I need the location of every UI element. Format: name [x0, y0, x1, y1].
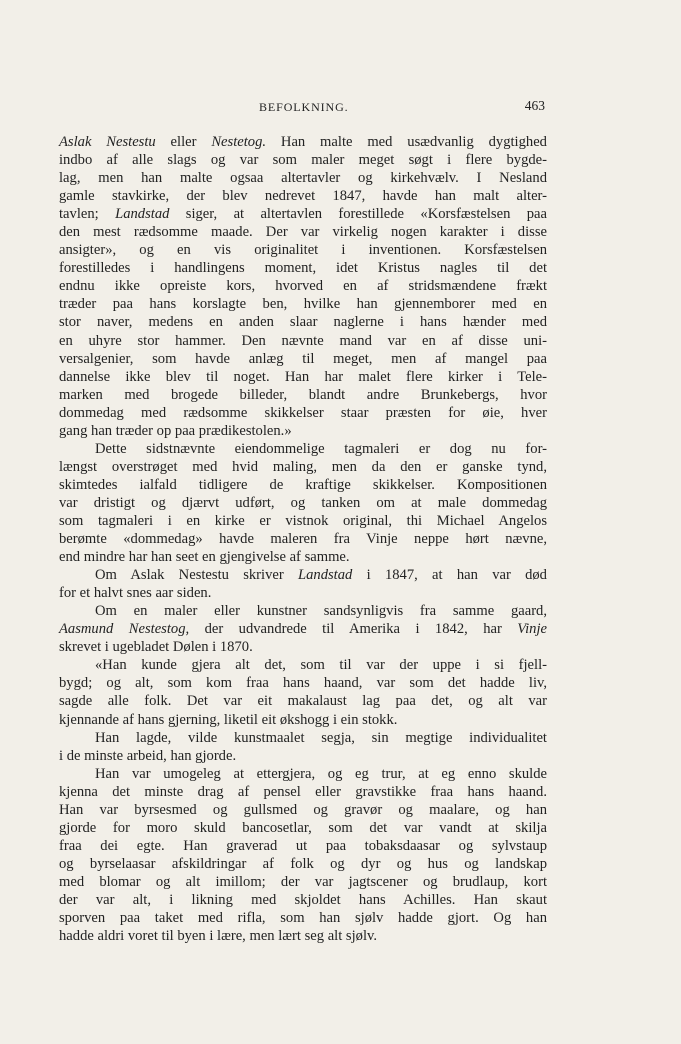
text-line: [59, 313, 547, 331]
italic-text: Landstad: [298, 567, 353, 584]
text-segment: skimtedes ialfald tidligere de kraftige skikkelser. Kompositionen: [59, 476, 547, 493]
text-segment: fraa dei egte. Han graverad ut paa tobaksdaasar og sylvstaup: [59, 837, 547, 854]
text-segment: med blomar og alt imillom; der var jagtscener og brudlaup, kort: [59, 873, 547, 890]
text-segment: længst overstrøget med hvid maling, men da den er ganske tynd,: [59, 458, 547, 475]
text-segment: den mest rædsomme maade. Der var virkelig nogen karakter i disse: [59, 224, 547, 241]
text-line: [59, 151, 547, 169]
text-segment: tavlen;: [59, 206, 116, 223]
text-segment: marken med brogede billeder, blandt andre Brunkebergs, hvor: [59, 386, 547, 403]
text-line: [59, 674, 547, 692]
text-line: [59, 476, 547, 494]
text-line: [59, 819, 547, 837]
text-line: [59, 494, 547, 512]
text-segment: gang han træder op paa prædikestolen.»: [59, 422, 292, 439]
italic-text: Aasmund Nestestog,: [59, 621, 190, 638]
text-line: [59, 656, 547, 674]
text-segment: versalgenier, som havde anlæg til meget, men af mangel paa: [59, 350, 547, 367]
text-line: [59, 584, 547, 602]
running-head: [0, 100, 681, 116]
text-segment: Om en maler eller kunstner sandsynligvis fra samme gaard,: [95, 603, 547, 620]
text-line: [59, 133, 547, 151]
text-line: [59, 187, 547, 205]
text-segment: der udvandrede til Amerika i 1842, har: [189, 621, 518, 638]
text-segment: indbo af alle slags og var som maler meget søgt i flere bygde-: [59, 152, 547, 169]
text-segment: sagde alle folk. Det var eit makalaust lag paa det, og alt var: [59, 693, 547, 710]
text-segment: hadde aldri voret til byen i lære, men lært seg alt sjølv.: [59, 928, 378, 945]
text-segment: var dristigt og djærvt udført, og tanken om at male dommedag: [59, 494, 547, 511]
text-line: [59, 548, 547, 566]
text-segment: der var alt, i likning med skjoldet hans Achilles. Han skaut: [59, 891, 547, 908]
text-line: [59, 277, 547, 295]
text-segment: og byrselaasar afskildringar af folk og dyr og hus og landskap: [59, 855, 547, 872]
text-line: [59, 386, 547, 404]
text-segment: stor naver, medens en anden slaar naglerne i hans hænder med: [59, 314, 547, 331]
text-line: [59, 638, 547, 656]
text-line: [59, 458, 547, 476]
page-number: 463: [524, 98, 545, 113]
text-line: [59, 404, 547, 422]
text-segment: Han var umogeleg at ettergjera, og eg trur, at eg enno skulde: [95, 765, 547, 782]
text-segment: siger, at altertavlen forestillede «Korsfæstelsen paa: [169, 206, 547, 223]
italic-text: Vinje: [517, 621, 547, 638]
text-line: [59, 566, 547, 584]
text-segment: som tagmaleri i en kirke er vistnok original, thi Michael Angelos: [59, 512, 547, 529]
italic-text: Aslak Nestestu: [59, 134, 156, 150]
text-segment: en uhyre stor hammer. Den nævnte mand var en af disse uni-: [59, 332, 547, 349]
text-segment: Han var byrsesmed og gullsmed og gravør og maalare, og han: [59, 801, 547, 818]
text-segment: kjenna det minste drag af pensel eller gravstikke fraa hans haand.: [59, 783, 547, 800]
text-line: [59, 801, 547, 819]
text-segment: ansigter», og en vis originalitet i inventionen. Korsfæstelsen: [59, 242, 547, 259]
text-segment: kjennande af hans gjerning, liketil eit økshogg i ein stokk.: [59, 711, 398, 728]
italic-text: Nestetog.: [211, 134, 267, 150]
text-segment: Han malte med usædvanlig dygtighed: [266, 134, 547, 150]
text-line: [59, 295, 547, 313]
text-line: [59, 223, 547, 241]
text-line: [59, 530, 547, 548]
text-segment: skrevet i ugebladet Dølen i 1870.: [59, 639, 253, 656]
text-line: [59, 169, 547, 187]
text-segment: træder paa hans korslagte ben, hvilke han gjennemborer med en: [59, 296, 547, 313]
text-segment: for et halvt snes aar siden.: [59, 585, 212, 602]
text-line: [59, 205, 547, 223]
text-line: [59, 368, 547, 386]
text-segment: dommedag med rædsomme skikkelser staar præsten for øie, hver: [59, 404, 547, 421]
text-segment: eller: [155, 134, 212, 150]
running-title: BEFOLKNING.: [259, 100, 349, 114]
text-line: [59, 512, 547, 530]
text-segment: sporven paa taket med rifla, som han sjølv hadde gjort. Og han: [59, 910, 547, 927]
text-segment: forestilledes i handlingens moment, idet Kristus nagles til det: [59, 260, 547, 277]
text-segment: i de minste arbeid, han gjorde.: [59, 747, 237, 764]
italic-text: Landstad: [115, 206, 170, 223]
text-line: [59, 422, 547, 440]
text-line: [59, 259, 547, 277]
text-line: [59, 332, 547, 350]
text-segment: Dette sidstnævnte eiendommelige tagmaleri er dog nu for-: [95, 440, 547, 457]
text-segment: Om Aslak Nestestu skriver: [95, 567, 298, 584]
text-segment: berømte «dommedag» havde maleren fra Vinje neppe hørt nævne,: [59, 531, 547, 548]
text-segment: Han lagde, vilde kunstmaalet segja, sin megtige individualitet: [95, 729, 547, 746]
text-segment: «Han kunde gjera alt det, som til var der uppe i si fjell-: [95, 657, 547, 674]
text-line: [59, 747, 547, 765]
text-segment: gjorde for moro skuld bancosetlar, som det var vandt at skilja: [59, 819, 547, 836]
text-line: [59, 692, 547, 710]
text-line: [59, 350, 547, 368]
text-line: [59, 927, 547, 945]
text-line: [59, 783, 547, 801]
body-text: [59, 133, 547, 945]
text-line: [59, 873, 547, 891]
text-segment: lag, men han malte ogsaa altertavler og kirkehvælv. I Nesland: [59, 170, 547, 187]
text-line: [59, 711, 547, 729]
text-segment: endnu ikke opreiste kors, hvorved en af stridsmændene frækt: [59, 278, 547, 295]
text-line: [59, 729, 547, 747]
text-line: [59, 602, 547, 620]
text-segment: i 1847, at han var død: [352, 567, 547, 584]
text-segment: bygd; og alt, som kom fraa hans haand, var som det hadde liv,: [59, 675, 547, 692]
text-line: [59, 855, 547, 873]
text-line: [59, 891, 547, 909]
text-line: [59, 440, 547, 458]
text-line: [59, 241, 547, 259]
text-line: [59, 765, 547, 783]
text-line: [59, 837, 547, 855]
text-segment: gamle stavkirke, der blev nedrevet 1847, havde han malt alter-: [59, 188, 547, 205]
text-line: [59, 620, 547, 638]
text-line: [59, 909, 547, 927]
text-segment: dannelse ikke blev til noget. Han har malet flere kirker i Tele-: [59, 368, 547, 385]
text-segment: end mindre har han seet en gjengivelse af samme.: [59, 549, 350, 566]
